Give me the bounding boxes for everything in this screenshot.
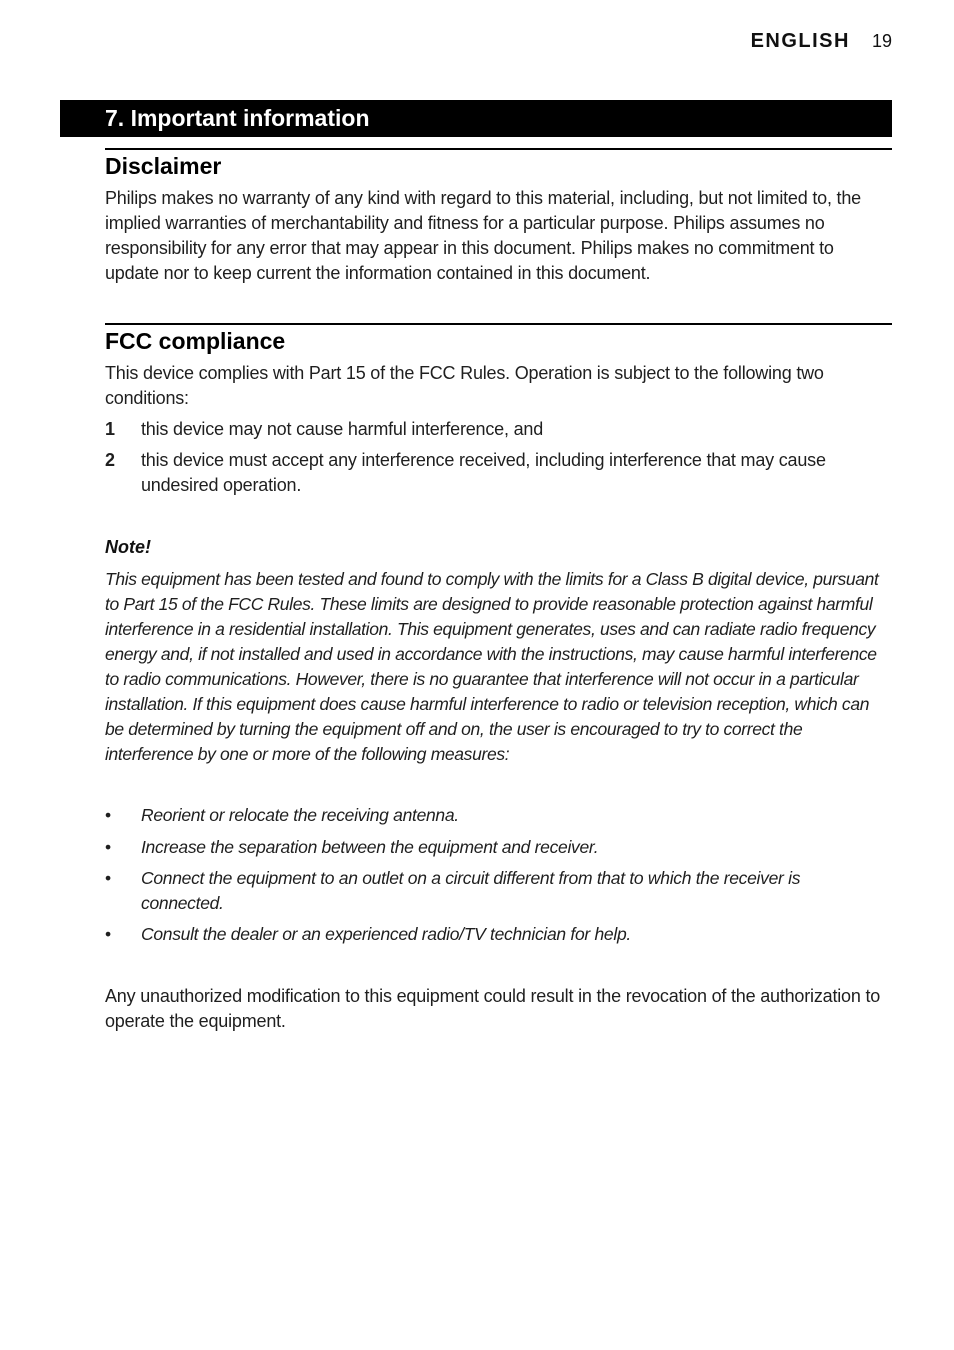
bullet: • [105, 837, 111, 857]
condition-text: this device must accept any interference received, including interference that may cause undesired operation. [141, 450, 826, 495]
section-divider [105, 148, 892, 150]
condition-number: 1 [105, 419, 115, 439]
condition-number: 2 [105, 450, 115, 470]
condition-text: this device may not cause harmful interference, and [141, 419, 544, 439]
disclaimer-body: Philips makes no warranty of any kind with regard to this material, including, but not limited to, the implied warranties of merchantability and fitness for a particular purpose. Philips assumes no responsibility for any error that may appear in this document. Philips makes no commitment to update nor to keep current the information contained in this document. [105, 188, 861, 283]
note-text: This equipment has been tested and found to comply with the limits for a Class B digital device, pursuant to Part 15 of the FCC Rules. These limits are designed to provide reasonable protection against harmful interference in a residential installation. This equipment generates, uses and can radiate radio frequency energy and, if not installed and used in accordance with the instructions, may cause harmful interference to radio communications. However, there is no guarantee that interference will not occur in a particular installation. If this equipment does cause harmful interference to radio or television reception, which can be determined by turning the equipment off and on, the user is encouraged to try to correct the interference by one or more of the following measures: [105, 569, 879, 764]
note-label: Note! [105, 537, 151, 557]
bullet: • [105, 805, 111, 825]
measure-text: Reorient or relocate the receiving antenna. [141, 805, 459, 825]
condition-item [105, 417, 885, 442]
chapter-title: 7. Important information [105, 105, 370, 131]
section-divider [105, 323, 892, 325]
measure-item [105, 866, 885, 916]
bullet: • [105, 868, 111, 888]
disclaimer-heading: Disclaimer [105, 153, 222, 179]
measure-text: Increase the separation between the equipment and receiver. [141, 837, 599, 857]
measure-item [105, 803, 885, 828]
measure-item [105, 835, 885, 860]
measure-text: Consult the dealer or an experienced radio/TV technician for help. [141, 924, 631, 944]
fcc-heading: FCC compliance [105, 328, 286, 354]
fcc-intro: This device complies with Part 15 of the FCC Rules. Operation is subject to the following two conditions: [105, 363, 824, 408]
measure-text: Connect the equipment to an outlet on a circuit different from that to which the receiver is connected. [141, 868, 801, 913]
chapter-banner [60, 100, 892, 137]
closing-paragraph: Any unauthorized modification to this equipment could result in the revocation of the authorization to operate the equipment. [105, 986, 881, 1031]
bullet: • [105, 924, 111, 944]
page-number: 19 [871, 31, 892, 51]
measure-item [105, 922, 885, 947]
page-header [751, 30, 892, 53]
language-label: ENGLISH [750, 30, 850, 52]
condition-item [105, 448, 885, 498]
